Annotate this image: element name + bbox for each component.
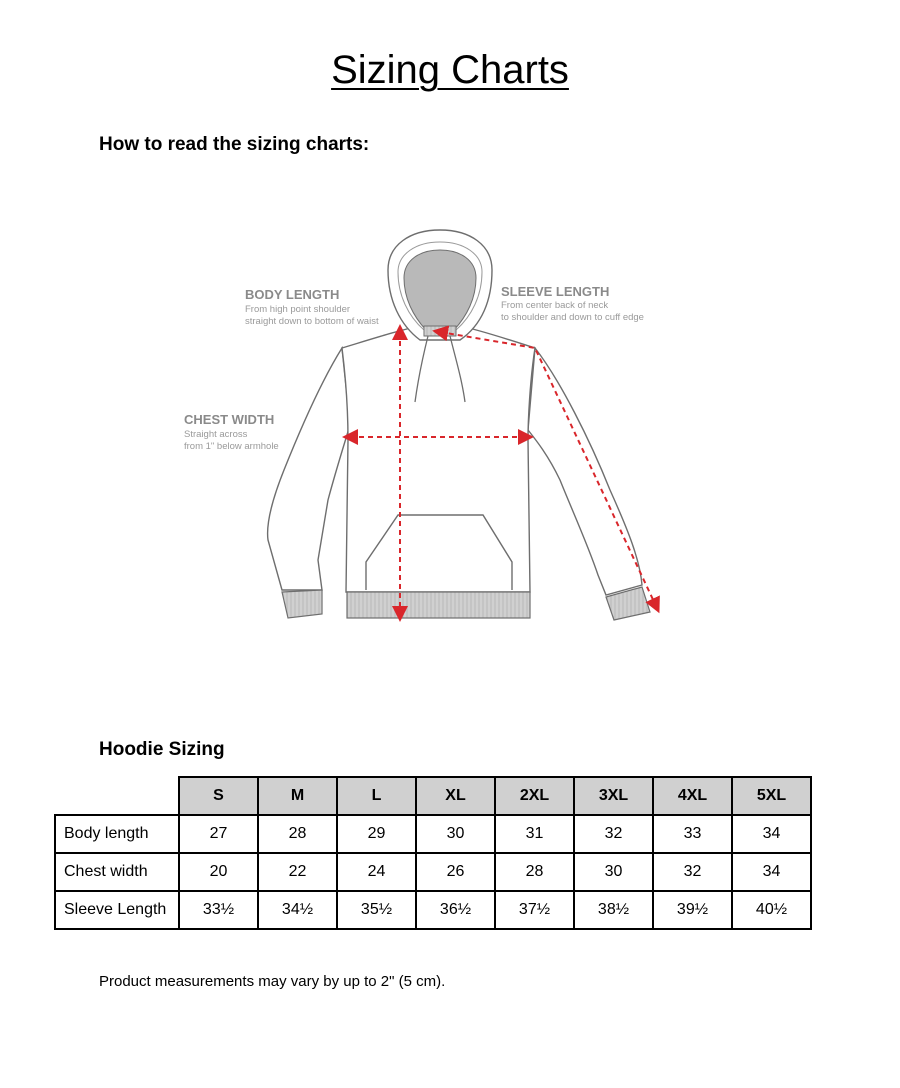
chest-width-desc-1: Straight across: [184, 429, 248, 440]
table-cell: 24: [337, 853, 416, 891]
table-cell: 22: [258, 853, 337, 891]
table-cell: 34: [732, 815, 811, 853]
body-length-desc-2: straight down to bottom of waist: [245, 316, 379, 327]
table-cell: 27: [179, 815, 258, 853]
left-cuff: [282, 590, 322, 618]
table-cell: 34: [732, 853, 811, 891]
right-sleeve: [528, 348, 642, 595]
row-label: Chest width: [55, 853, 179, 891]
table-cell: 29: [337, 815, 416, 853]
left-sleeve: [268, 348, 350, 590]
size-header: M: [258, 777, 337, 815]
table-cell: 26: [416, 853, 495, 891]
table-cell: 39½: [653, 891, 732, 929]
row-label: Sleeve Length: [55, 891, 179, 929]
table-cell: 34½: [258, 891, 337, 929]
table-cell: 36½: [416, 891, 495, 929]
table-cell: 32: [574, 815, 653, 853]
sizing-table: [54, 776, 812, 930]
table-cell: 30: [416, 815, 495, 853]
sleeve-length-desc-1: From center back of neck: [501, 300, 609, 311]
size-header: 5XL: [732, 777, 811, 815]
table-cell: 32: [653, 853, 732, 891]
size-header: 3XL: [574, 777, 653, 815]
chest-width-desc-2: from 1" below armhole: [184, 441, 279, 452]
table-row: [55, 853, 811, 891]
page-title: Sizing Charts: [331, 48, 569, 92]
table-cell: 38½: [574, 891, 653, 929]
hoodie-diagram: [170, 215, 690, 635]
waistband: [347, 592, 530, 618]
table-cell: 28: [258, 815, 337, 853]
header-blank-cell: [55, 777, 179, 815]
chest-width-label: CHEST WIDTH: [184, 412, 275, 427]
table-cell: 20: [179, 853, 258, 891]
table-cell: 28: [495, 853, 574, 891]
table-row: [55, 891, 811, 929]
table-cell: 35½: [337, 891, 416, 929]
howto-heading: How to read the sizing charts:: [99, 134, 370, 155]
size-header-row: [55, 777, 811, 815]
hoodie-sizing-heading: Hoodie Sizing: [99, 739, 225, 760]
size-header: S: [179, 777, 258, 815]
table-cell: 37½: [495, 891, 574, 929]
sleeve-length-desc-2: to shoulder and down to cuff edge: [501, 312, 644, 323]
table-row: [55, 815, 811, 853]
table-cell: 30: [574, 853, 653, 891]
table-cell: 33½: [179, 891, 258, 929]
table-cell: 33: [653, 815, 732, 853]
size-header: 2XL: [495, 777, 574, 815]
body-length-desc-1: From high point shoulder: [245, 304, 351, 315]
row-label: Body length: [55, 815, 179, 853]
size-header: XL: [416, 777, 495, 815]
table-cell: 40½: [732, 891, 811, 929]
size-header: 4XL: [653, 777, 732, 815]
table-cell: 31: [495, 815, 574, 853]
body-length-label: BODY LENGTH: [245, 287, 340, 302]
sleeve-length-label: SLEEVE LENGTH: [501, 284, 610, 299]
measurement-note: Product measurements may vary by up to 2" (5 cm).: [99, 973, 446, 990]
size-header: L: [337, 777, 416, 815]
